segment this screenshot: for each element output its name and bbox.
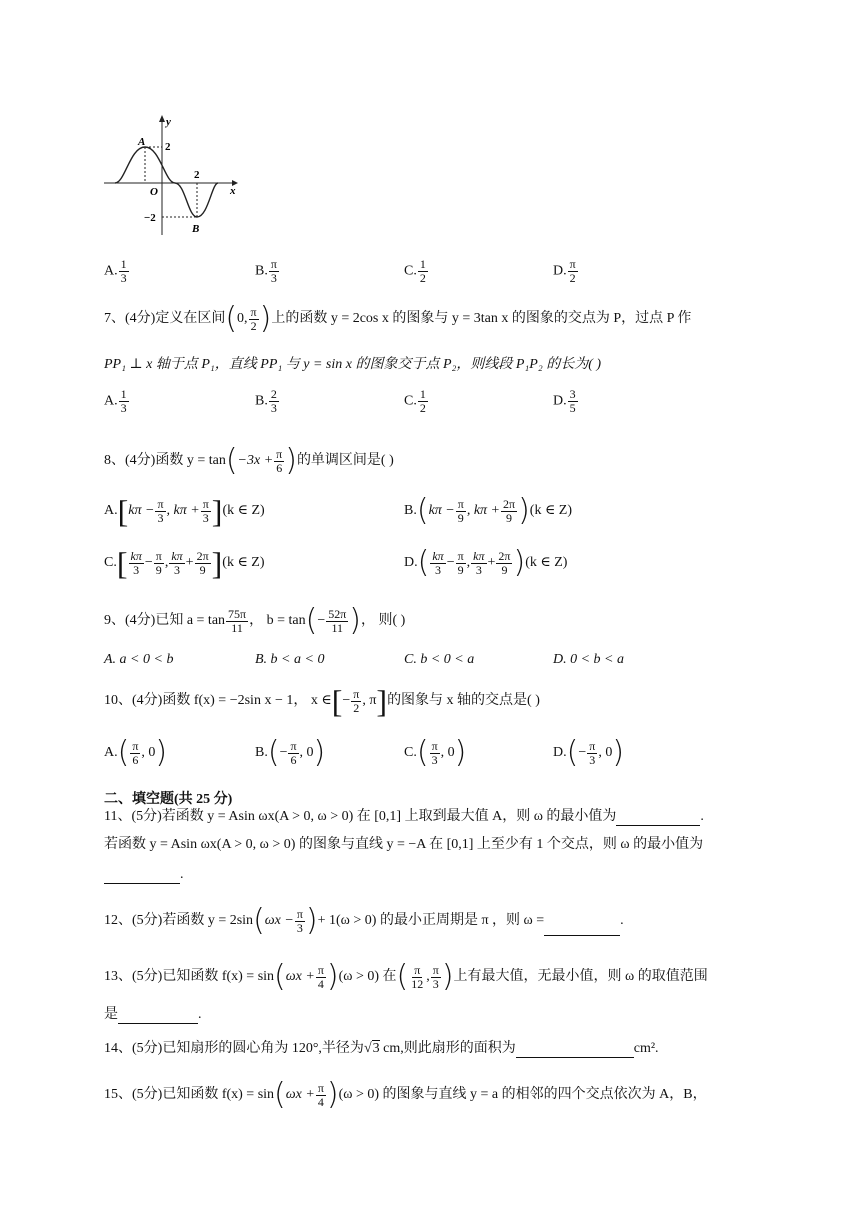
q13-answer-blank[interactable]	[118, 1009, 198, 1024]
graph-label-B: B	[192, 223, 200, 235]
q8-option-a[interactable]: A.[kπ − $\frac{\pi}{3}$ , kπ + $\frac{\pi}{3}$ ](k ∈ Z)	[104, 493, 265, 529]
q9-option-b[interactable]: B. b < a < 0	[255, 652, 325, 667]
q11-line3: .	[104, 866, 184, 884]
q9-option-c[interactable]: C. b < 0 < a	[404, 652, 475, 667]
q10-option-d[interactable]: D.(− $\frac{\pi}{3}$ , 0)	[553, 735, 625, 770]
graph-label-2-x: 2	[194, 169, 200, 181]
q10-option-c[interactable]: C.( $\frac{\pi}{3}$ , 0)	[404, 735, 467, 770]
q12-answer-blank[interactable]	[544, 921, 620, 936]
q8-option-d[interactable]: D.( $\frac{k\pi}{3}$ − $\frac{\pi}{9}$ , $\frac{k\pi}{3}$ + $\frac{2\pi}{9}$ )(k ∈ Z)	[404, 545, 568, 580]
q12-stem: 12、(5分)若函数 y = 2sin(ωx − $\frac{\pi}{3}$ )+ 1(ω > 0) 的最小正周期是 π ，则 ω = .	[104, 903, 624, 938]
q6-option-b[interactable]	[255, 258, 280, 285]
q9-option-d[interactable]: D. 0 < b < a	[553, 652, 625, 667]
q14-stem: 14、(5分)已知扇形的圆心角为 120°,半径为√3 cm,则此扇形的面积为 cm².	[104, 1041, 659, 1056]
q6-option-d[interactable]	[553, 258, 579, 285]
graph-label-A: A	[138, 136, 146, 148]
q7-option-a[interactable]: A. $\frac{1}{3}$	[104, 387, 127, 415]
q11-answer-blank-1[interactable]	[616, 811, 700, 826]
sine-curve	[115, 147, 218, 217]
option-letter: B.	[255, 263, 268, 279]
graph-label-O: O	[150, 186, 158, 198]
q8-stem: 8、(4分)函数 y = tan(−3x + $\frac{\pi}{6}$ )的单调区间是( )	[104, 443, 394, 478]
q9-option-a[interactable]: A. a < 0 < b	[104, 652, 174, 667]
q8-option-b[interactable]: B.(kπ − $\frac{\pi}{9}$ , kπ + $\frac{2\pi}{9}$ )(k ∈ Z)	[404, 493, 573, 528]
fraction: $\frac{1}{3}$	[120, 257, 127, 285]
q10-stem: 10、(4分)函数 f(x) = −2sin x − 1， x ∈[− $\frac{\pi}{2}$ , π]的图象与 x 轴的交点是( )	[104, 683, 540, 719]
fraction: $\frac{1}{2}$	[419, 257, 426, 285]
fraction: $\frac{\pi}{2}$	[569, 257, 576, 285]
y-axis-arrow	[159, 115, 165, 122]
graph-label-2-top: 2	[165, 141, 171, 153]
q6-option-a[interactable]	[104, 258, 130, 285]
q6-option-c[interactable]	[404, 258, 429, 285]
sine-graph-figure	[100, 110, 260, 240]
option-letter: A.	[104, 263, 118, 279]
option-letter: C.	[404, 263, 417, 279]
graph-label-x: x	[230, 185, 236, 197]
q11-answer-blank-2[interactable]	[104, 869, 180, 884]
q7-option-d[interactable]: D. $\frac{3}{5}$	[553, 387, 576, 415]
q7-option-c[interactable]: C. $\frac{1}{2}$	[404, 387, 426, 415]
q11-line2: 若函数 y = Asin ωx(A > 0, ω > 0) 的图象与直线 y = −A 在 [0,1] 上至少有 1 个交点，则 ω 的最小值为	[104, 837, 704, 852]
q7-stem-line2: PP₁ ⊥ x 轴于点 P₁，直线 PP₁ 与 y = sin x 的图象交于点 P₂，则线段 P₁P₂ 的长为( )	[104, 357, 602, 372]
q11-line1: 11、(5分)若函数 y = Asin ωx(A > 0, ω > 0) 在 [0,1] 上取到最大值 A，则 ω 的最小值为 .	[104, 809, 704, 824]
q15-stem: 15、(5分)已知函数 f(x) = sin(ωx + $\frac{\pi}{4}$ )(ω > 0) 的图象与直线 y = a 的相邻的四个交点依次为 A，B，	[104, 1077, 707, 1112]
q10-option-b[interactable]: B.(− $\frac{\pi}{6}$ , 0)	[255, 735, 326, 770]
graph-label-y: y	[166, 116, 171, 128]
section-heading-fill-in: 二、填空题(共 25 分)	[104, 792, 233, 807]
q13-stem-line2: 是 .	[104, 1007, 202, 1022]
q10-option-a[interactable]: A.( $\frac{\pi}{6}$ , 0)	[104, 735, 168, 770]
q7-stem-line1: 7、(4分)定义在区间(0, $\frac{\pi}{2}$ )上的函数 y = 2cos x 的图象与 y = 3tan x 的图象的交点为 P，过点 P 作	[104, 301, 692, 336]
q13-stem-line1: 13、(5分)已知函数 f(x) = sin(ωx + $\frac{\pi}{4}$ )(ω > 0) 在( $\frac{\pi}{12}$ , $\frac{\pi}{3}$ )上有最大值，无最小值，则 ω 的取值范围	[104, 959, 708, 994]
fraction: $\frac{\pi}{3}$	[270, 257, 277, 285]
q8-option-c[interactable]: C.[ $\frac{k\pi}{3}$ − $\frac{\pi}{9}$ , $\frac{k\pi}{3}$ + $\frac{2\pi}{9}$ ](k ∈ Z)	[104, 545, 265, 581]
graph-label-neg2: −2	[144, 212, 156, 224]
q9-stem: 9、(4分)已知 a = tan $\frac{75\pi}{11}$ ， b = tan(− $\frac{52\pi}{11}$ )， 则( )	[104, 603, 406, 638]
q14-answer-blank[interactable]	[516, 1043, 634, 1058]
option-letter: D.	[553, 263, 567, 279]
q7-option-b[interactable]: B. $\frac{2}{3}$	[255, 387, 277, 415]
